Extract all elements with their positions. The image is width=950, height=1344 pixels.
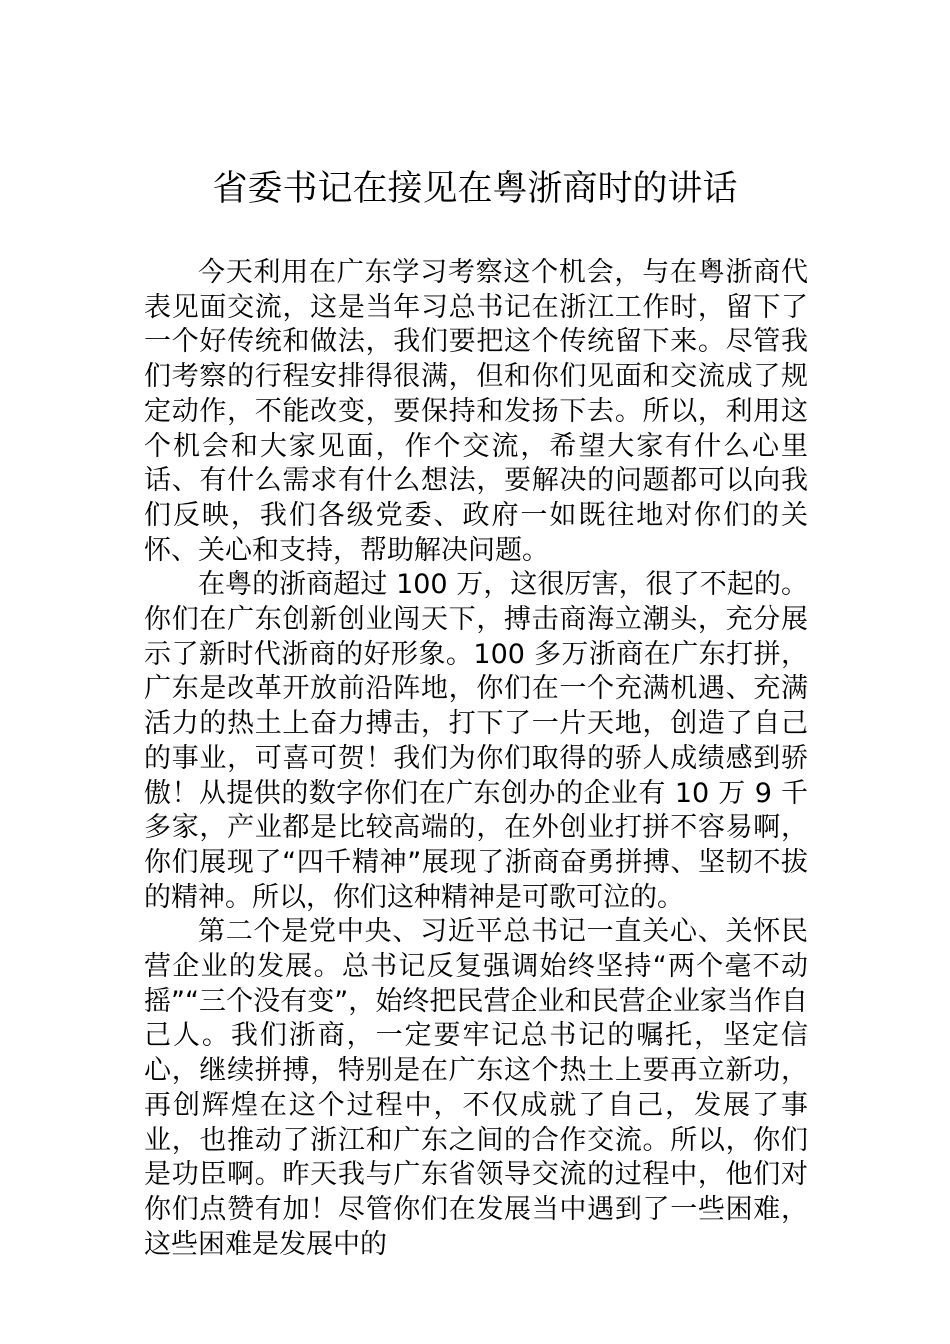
- paragraph-1: 今天利用在广东学习考察这个机会，与在粤浙商代表见面交流，这是当年习总书记在浙江工作时，留下了一个好传统和做法，我们要把这个传统留下来。尽管我们考察的行程安排得很满，但和你们见面和交流成了规定动作，不能改变，要保持和发扬下去。所以，利用这个机会和大家见面，作个交流，希望大家有什么心里话、有什么需求有什么想法，要解决的问题都可以向我们反映，我们各级党委、政府一如既往地对你们的关怀、关心和支持，帮助解决问题。: [144, 257, 808, 566]
- document-title: 省委书记在接见在粤浙商时的讲话: [212, 169, 738, 209]
- paragraph-3: 第二个是党中央、习近平总书记一直关心、关怀民营企业的发展。总书记反复强调始终坚持“两个毫不动摇”“三个没有变”，始终把民营企业和民营企业家当作自己人。我们浙商，一定要牢记总书记的嘱托，坚定信心，继续拼搏，特别是在广东这个热土上要再立新功，再创辉煌在这个过程中，不仅成就了自己，发展了事业，也推动了浙江和广东之间的合作交流。所以，你们是功臣啊。昨天我与广东省领导交流的过程中，他们对你们点赞有加！尽管你们在发展当中遇到了一些困难，这些困难是发展中的: [144, 916, 808, 1260]
- paragraph-2: 在粤的浙商超过 100 万，这很厉害，很了不起的。你们在广东创新创业闯天下，搏击商海立潮头，充分展示了新时代浙商的好形象。100 多万浙商在广东打拼，广东是改革开放前沿阵地，你们在一个充满机遇、充满活力的热土上奋力搏击，打下了一片天地，创造了自己的事业，可喜可贺！我们为你们取得的骄人成绩感到骄傲！从提供的数字你们在广东创办的企业有 10 万 9 千多家，产业都是比较高端的，在外创业打拼不容易啊，你们展现了“四千精神”展现了浙商奋勇拼搏、坚韧不拔的精神。所以，你们这种精神是可歌可泣的。: [144, 569, 808, 913]
- document-body: [144, 256, 808, 1262]
